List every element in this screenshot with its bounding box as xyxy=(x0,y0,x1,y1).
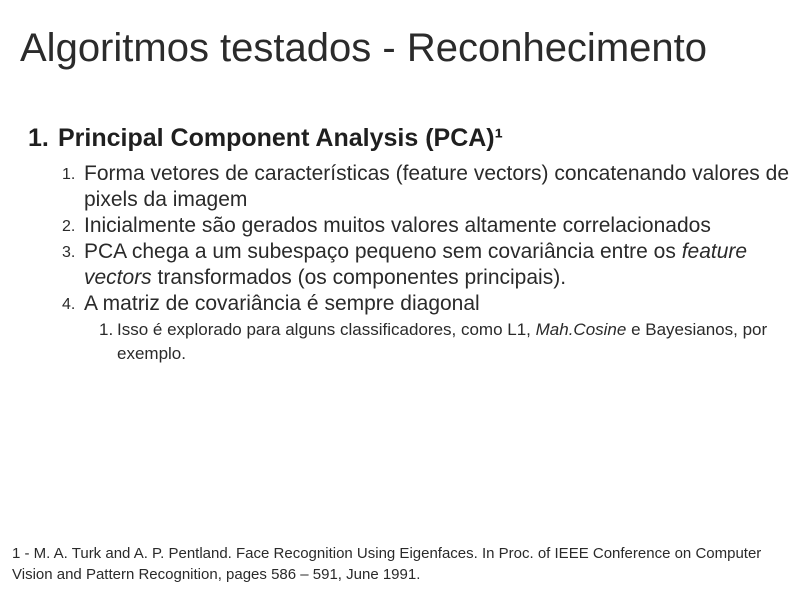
sub-item-number: 2. xyxy=(62,218,76,235)
sub-item-number: 4. xyxy=(62,296,76,313)
subsub-item-text: e Bayesianos, por exemplo. xyxy=(117,320,768,363)
slide-title: Algoritmos testados - Reconhecimento xyxy=(20,26,707,70)
sub-item-text: PCA chega a um subespaço pequeno sem covariância entre os xyxy=(84,240,682,263)
sub-list xyxy=(62,161,792,366)
sub-item-text: A matriz de covariância é sempre diagonal xyxy=(84,292,480,315)
sub-item-italic-text: feature vectors xyxy=(84,240,748,289)
main-list-item xyxy=(28,124,503,153)
subsub-item-text: Isso é explorado para alguns classificadores, como L1, xyxy=(117,320,536,339)
sub-list-item xyxy=(62,213,792,239)
subsub-item-italic-text: Mah.Cosine xyxy=(535,320,627,339)
sub-list-item xyxy=(62,291,792,366)
sub-item-number: 3. xyxy=(62,244,76,261)
main-item-label: Principal Component Analysis (PCA)¹ xyxy=(58,124,503,152)
sub-item-text: transformados (os componentes principais). xyxy=(151,266,567,289)
subsub-item-number: 1. xyxy=(99,320,114,339)
subsub-list xyxy=(84,318,792,366)
sub-list-item xyxy=(62,161,792,213)
sub-item-number: 1. xyxy=(62,166,76,183)
main-item-number: 1. xyxy=(28,124,49,152)
sub-item-text: Inicialmente são gerados muitos valores altamente correlacionados xyxy=(84,214,711,237)
sub-item-text: Forma vetores de características (feature vectors) concatenando valores de pixels da imagem xyxy=(84,162,789,211)
subsub-list-item xyxy=(99,318,792,366)
sub-list-item xyxy=(62,239,792,291)
footnote: 1 - M. A. Turk and A. P. Pentland. Face Recognition Using Eigenfaces. In Proc. of IEEE Conference on Computer Vision and Pattern Recognition, pages 586 – 591, June 1991. xyxy=(12,545,762,583)
